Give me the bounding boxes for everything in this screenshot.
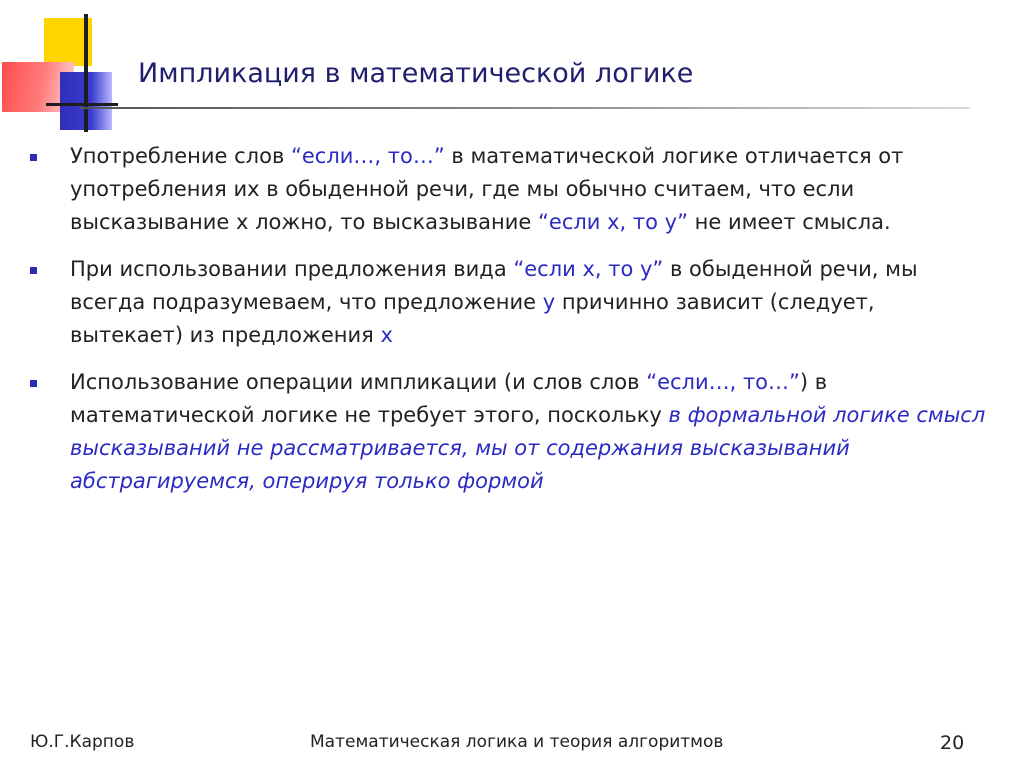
page-number: 20 — [940, 732, 965, 754]
text-run: в обыденной речи, мы всегда подразумеваем, что предложение — [70, 257, 918, 314]
logo-horizontal-line — [46, 103, 118, 106]
highlighted-phrase: “если…, то…” — [291, 144, 445, 168]
highlighted-phrase: “если…, то…” — [646, 370, 800, 394]
logo-vertical-line — [84, 14, 88, 132]
text-run: ) в математической логике не требует этого, поскольку — [70, 370, 828, 427]
highlighted-phrase: “если х, то у” — [538, 210, 688, 234]
bullet-item — [30, 140, 990, 239]
slide-footer — [0, 728, 1024, 758]
footer-course-title: Математическая логика и теория алгоритмов — [310, 732, 724, 752]
text-run: При использовании предложения вида — [70, 257, 514, 281]
text-run: Употребление слов — [70, 144, 291, 168]
bullet-marker — [30, 380, 37, 387]
highlighted-variable: у — [542, 290, 556, 314]
text-run: причинно зависит (следует, вытекает) из предложения — [70, 290, 875, 347]
slide-title: Импликация в математической логике — [138, 58, 694, 89]
decorative-logo — [0, 0, 140, 140]
bullet-marker — [30, 154, 37, 161]
emphasized-phrase: в формальной логике смысл высказываний не рассматривается, мы от содержания высказываний абстрагируемся, оперируя только формой — [70, 403, 986, 493]
bullet-list — [30, 140, 990, 512]
text-run: в математической логике отличается от употребления их в обыденной речи, где мы обычно считаем, что если высказывание х ложно, то высказывание — [70, 144, 904, 234]
footer-author: Ю.Г.Карпов — [30, 732, 135, 752]
text-run: не имеет смысла. — [687, 210, 891, 234]
title-divider — [80, 107, 970, 109]
bullet-item — [30, 366, 990, 498]
highlighted-variable: х — [380, 323, 393, 347]
bullet-item — [30, 253, 990, 352]
highlighted-phrase: “если х, то у” — [513, 257, 664, 281]
text-run: Использование операции импликации (и слов слов — [70, 370, 647, 394]
bullet-marker — [30, 267, 37, 274]
